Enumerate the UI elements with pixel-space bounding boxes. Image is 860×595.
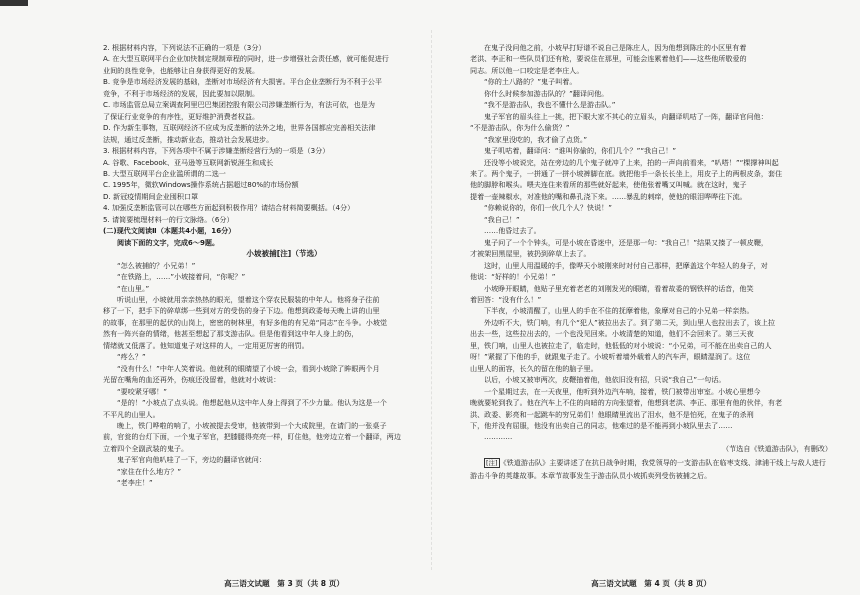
page-4-text-line: 他的脚脖和喉头。喂夫连住来看所的那些就好起来，使他张着嘴又叫喊。就在这时，鬼子 [470, 180, 747, 190]
page-4-text-line: 这时，山里人用温暖的手，像哗天小坡刚来时对付自己那样，把摩盖这个年轻人的身子，对 [484, 260, 768, 270]
page-4-text-line: 呀！”紧握了下他的手，就跟鬼子走了。小坡听着墙外载着人的汽车声，眼睛湿润了。这位 [470, 352, 751, 362]
page-4-text-line: 下，他并没有屈服，他没有出卖自己的同志，他难过的是不能再到小坡队里去了…… [470, 420, 733, 430]
page-3-text-line: 阅读下面的文字，完成6～9题。 [117, 237, 220, 247]
page-4-text-line: 小坡睁开眼睛，他贴子里充着老老的刘刚发光的眼睛，看着故委的钢铁样的话音，他笑 [484, 283, 754, 293]
page-4-footer: 高三语文试题 第 4 页（共 8 页） [591, 579, 711, 588]
page-3-text-line: 5. 请简要梳理材料一的行文脉络。（6分） [103, 214, 234, 224]
page-4-text-line: “我不是游击队，我也不懂什么是游击队。” [484, 100, 616, 110]
page-4-text-line: 来了。两个鬼子，一拼通了一拼小坡裤脚在底。就把他手一条长长坐上，用皮子上的两根皮条，套住 [470, 168, 783, 178]
page-3-text-line: “疼么？” [117, 352, 146, 362]
page-4-text-line: 他说：“好样的！小兄弟！” [470, 272, 556, 282]
page-3-text-line: “要咬紧牙哪！” [117, 386, 167, 396]
footnote-text: 《铁道游击队》主要讲述了在抗日战争时期，我党领导的一支游击队在临枣支线、津浦干线上与敌人进行游击斗争的英雄故事。本章节故事发生于游击队员小坡抓卖列受伤被捕之后。 [470, 458, 826, 480]
page-3-text-line: “是的！”小坡点了点头说。他想起他从这中年人身上得到了不少力量。他认为这是一个 [117, 398, 387, 408]
page-3-text-line: 然有一阵兴奋的情绪，他甚至想起了那支游击队。但是他看到这中年人身上的伤， [103, 329, 359, 339]
page-3-text-line: 2. 根据材料内容，下列说法不正确的一项是（3分） [103, 43, 266, 52]
page-4-text-line: “我家里没吃的，我才偷了点货。” [484, 134, 588, 144]
page-3-text-line: D. 作为新生事物，互联网经济不应成为反垄断的法外之地，世界各国都应完善相关法律 [103, 123, 376, 133]
page-4-text-line: “不是游击队，你为什么偷货？” [470, 123, 570, 133]
page-3-text-line: 听说山里，小坡就用亲亲热热的眼光，望着这个穿农民服装的中年人。他将身子往前 [117, 294, 380, 304]
page-4-text-line: （节选自《铁道游击队》，有删改） [722, 443, 832, 453]
page-4-text-line: 你什么时候参加游击队的？”翻译问他。 [484, 88, 609, 98]
page-4-text-line: 洪、政委、影亮和一起跳车的穷兄弟们！他眼睛里流出了泪水，他不是怕死，在鬼子的杀刑 [470, 409, 754, 419]
page-3-text-line: “没有什么！”中年人笑着说。他就利的眼睛望了小坡一会，看到小坡除了眸眼两个月 [117, 363, 380, 373]
page-4-text-line: 才被架回黑屋里，被扔到碎草上去了。 [470, 249, 591, 259]
page-3-text-line: C. 1995年，微软Windows操作系统占据超过80%的市场份额 [103, 180, 299, 190]
page-4-text-line: 晚就要轮到我了。他在汽车上不住的向暗的方向张望着，他想到老洪、李正、那里有他的伙伴，有老 [470, 398, 783, 408]
page-3-text-line: 的故事，在那里的起伏的山岗上，密密的树林里，有好多他的有兄弟“同志”在斗争。小坡觉 [103, 317, 388, 327]
page-3-text-line: 了保证行业竞争的有序性，更好维护消费者权益。 [103, 111, 260, 121]
page-3-text-line: (二)现代文阅读Ⅱ（本题共4小题，16分） [103, 226, 236, 236]
page-4-text-line: 老洪、李正和一些队员们还有枪，要说住在那里，可能会连累着他们——这些他所敬爱的 [470, 54, 747, 64]
page-4-text-line: “我自己！” [484, 214, 520, 224]
footnote [470, 457, 832, 481]
page-4-text-line: 一个星期过去，在一天夜里，他听到外边汽车响，接着，铁门被带出审室。小坡心里想今 [484, 386, 761, 396]
page-3-text-line: 4. 加强反垄断监管可以在哪些方面起到积极作用？请结合材料简要概括。（4分） [103, 203, 355, 213]
page-4-text-line: 鬼子问了一个个钟头，可是小坡在昏迷中，还是那一句：“我自己！”结果又揍了一顿皮鞭， [484, 237, 769, 247]
page-3-text-line: “怎么被捕的？小兄弟！” [117, 260, 196, 270]
page-3-text-line: 前，官瓮的台灯下面，一个鬼子军官，把膝腿得亮亮一样，盯住他，他旁边立着一个翻译，两边 [103, 432, 401, 442]
page-3-text-line: B. 大型互联网平台企业滥所谓的二选一 [103, 168, 226, 178]
page-3-text-line: 立着四个全副武装的鬼子。 [103, 443, 189, 453]
page-3-text-line: D. 新冠疫情期间企业囤积口罩 [103, 191, 199, 201]
page-4-text-line: 在鬼子没问他之前，小坡早打好谱不说自己是陈庄人，因为他想到陈庄的小区里有着 [484, 43, 747, 52]
page-3-text-line: C. 市场监管总局立案调查阿里巴巴集团控股有限公司涉嫌垄断行为，有法可依，也是为 [103, 100, 375, 110]
scan-corner-mark [0, 0, 28, 6]
page-3-text-line: “在铁路上，……”小坡接着问，“你呢？” [117, 272, 246, 282]
page-4-text-line: 以后，小坡又被审两次，皮鞭抽着他，他依旧没有招，只说“我自己”一句话。 [484, 375, 726, 385]
page-4-text-line: 还没等小坡说完，站在旁边的几个鬼子就冲了上来，拍的一声向前看来，“叭嗒！”“棵撑神叫起 [484, 157, 779, 167]
page-4-text-line: 出去一些，这些拉出去的，一个也没见回来。小坡清楚的知道，他们不会回来了。第三天夜 [470, 329, 754, 339]
page-4-text-line: ……他昏过去了。 [484, 226, 541, 236]
page-4-text-line: 同志。所以他一口咬定是老李庄人。 [470, 65, 584, 75]
page-4-text-line: 提着一壶辣椒水，对准他的嘴和鼻孔浇下来。……暴乱的刺痒，使他的眼泪哗哗往下流。 [470, 191, 747, 201]
page-4-text-line: 外边听不大，铁门响，有几个“犯人”被拉出去了。到了第二天，到山里人也拉出去了，该上拉 [484, 317, 776, 327]
page-4-text-line: 鬼子叽咕着，翻译问：“谁叫你偷的，你们几个？”“我自己！” [484, 146, 677, 156]
page-4-text-line: 山里人的面容，长久的留在他的脑子里。 [470, 363, 598, 373]
page-4-text-line: 着回答：“没有什么！” [470, 294, 542, 304]
page-3-text-line: 移了一下，把手下的碎草绑一些到对方的受伤的身子下边。他想到政委每天晚上讲的山里 [103, 306, 380, 316]
page-3-text-line: 鬼子军官向他叭哇了一下，旁边的翻译官就问： [117, 455, 266, 465]
page-3-text-line: A. 在大型互联网平台企业加快制定规制章程的同时，进一步增强社会责任感，就可能促进行 [103, 54, 389, 64]
page-3-text-line: B. 竞争是市场经济发展的基础，垄断对市场经济有大损害。平台企业垄断行为不利于公平 [103, 77, 382, 87]
page-3-text-line: “老李庄！” [117, 478, 153, 488]
page-3-text-line: 法规，通过反垄断，推动新业态，推动社会发展进步。 [103, 134, 274, 144]
page-4-column [470, 42, 832, 481]
page-3-text-line: 不平凡的山里人。 [103, 409, 160, 419]
page-3-text-line: 3. 根据材料内容，下列各项中不属于涉嫌垄断经营行为的一项是（3分） [103, 146, 330, 156]
page-3-text-line: 情绪就又低落了。他知道鬼子对这样的人，一定用更厉害的刑罚。 [103, 340, 309, 350]
page-3-text-line: 光留在嘴角的血还再外，伤痕还没留着，他就对小坡说： [103, 375, 281, 385]
page-4-text-line: 下半夜，小坡清醒了，山里人的手在不住的抚摩着他，象摩对自己的小兄弟一样亲热。 [484, 306, 754, 316]
page-3-footer: 高三语文试题 第 3 页（共 8 页） [224, 579, 344, 588]
page-4-text-line: 里，铁门响，山里人也被拉走了，临走时，他低低的对小坡说：“小兄弟，可不能在出卖自己的人 [470, 340, 772, 350]
page-3-text-line: “在山里。” [117, 283, 150, 293]
page-4-text-line: “你赖说你的，你们一伙几个人？快说！” [484, 203, 612, 213]
page-3-text-line: 小坡被捕[注]（节选） [246, 249, 322, 259]
footnote-tag: [注] [486, 459, 498, 468]
page-3-text-line: A. 谷歌、Facebook、亚马逊等互联网新锐涯生和成长 [103, 157, 274, 167]
page-3-text-line: 业间的良性竞争，也能够让自身获得更好的发展。 [103, 65, 260, 75]
page-4-text-line: ………… [484, 432, 513, 442]
page-4-text-line: “你的土八路的？”鬼子叫着。 [484, 77, 577, 87]
page-3-text-line: 晚上，铁门哗啦的响了，小坡被提去受审，他被带到一个大成院里，在请门的一张桌子 [117, 420, 387, 430]
page-3-text-line: 竞争，不利于市场经济的发展，因此要加以限制。 [103, 88, 260, 98]
page-3-text-line: “家住在什么地方？” [117, 466, 182, 476]
page-3-column [103, 42, 465, 489]
page-4-text-line: 鬼子军官的眉头往上一挑，把下眼大家不其心的立眉头，向翻译叽咕了一阵，翻译官问他： [484, 111, 768, 121]
